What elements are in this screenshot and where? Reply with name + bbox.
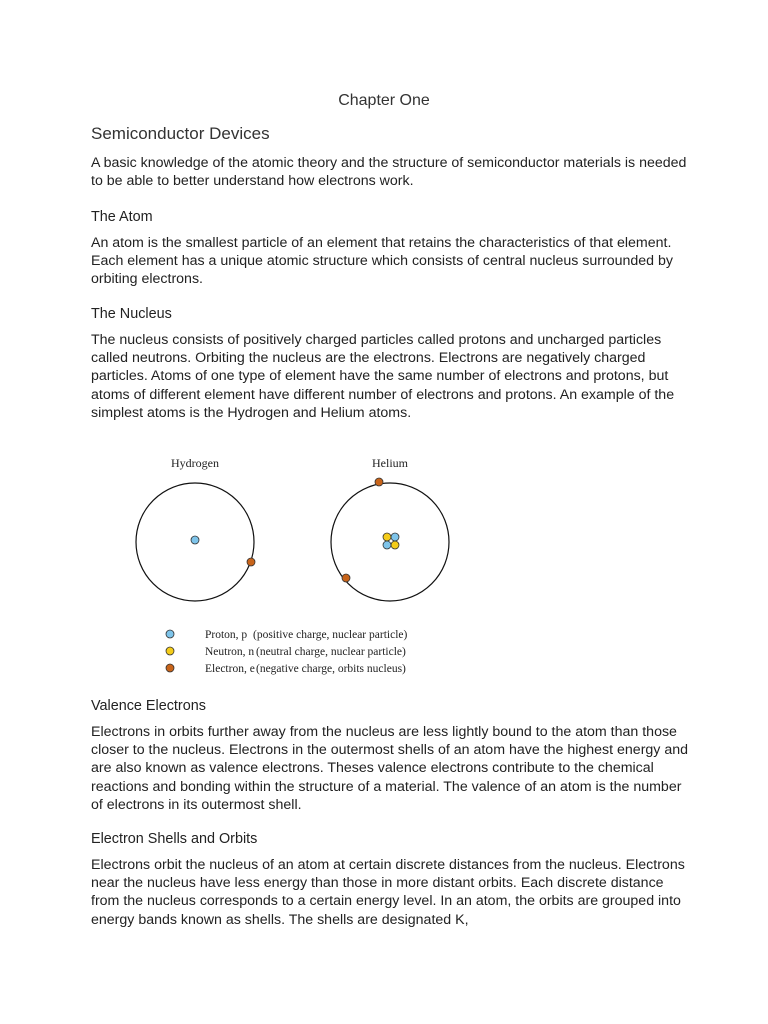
legend-neutron-description: (neutral charge, nuclear particle) (256, 646, 406, 658)
chapter-heading: Chapter One (338, 92, 430, 109)
legend-neutron-label: Neutron, n (205, 646, 255, 658)
helium-proton (383, 541, 391, 549)
legend-electron-label: Electron, e (205, 663, 255, 675)
hydrogen-proton (191, 536, 199, 544)
legend-proton-swatch (166, 630, 174, 638)
hydrogen-electron (247, 558, 255, 566)
legend-proton-description: (positive charge, nuclear particle) (253, 629, 408, 641)
nucleus-paragraph: The nucleus consists of positively charged particles called protons and uncharged particles called neutrons. Orbiting the nucleus are the electrons. Electrons are negatively charged particles. Atoms of one type of element have the same number of electrons and protons, but atoms of different element have different number of electrons and protons. An example of the simplest atoms is the Hydrogen and Helium atoms. (91, 332, 675, 421)
section-heading-atom: The Atom (91, 209, 153, 225)
atom-paragraph: An atom is the smallest particle of an element that retains the characteristics of that element. Each element has a unique atomic structure which consists of central nucleus surrounded by orbiting electrons. (91, 235, 673, 288)
page-title: Semiconductor Devices (91, 124, 270, 143)
legend-neutron-swatch (166, 647, 174, 655)
legend-electron-swatch (166, 664, 174, 672)
helium-proton (391, 533, 399, 541)
helium-neutron (383, 533, 391, 541)
intro-paragraph: A basic knowledge of the atomic theory and the structure of semiconductor materials is needed to be able to better understand how electrons work. (91, 155, 687, 190)
section-heading-valence: Valence Electrons (91, 698, 206, 714)
helium-electron (375, 478, 383, 486)
helium-neutron (391, 541, 399, 549)
legend-electron-description: (negative charge, orbits nucleus) (256, 663, 406, 675)
section-heading-nucleus: The Nucleus (91, 306, 172, 322)
section-heading-shells: Electron Shells and Orbits (91, 831, 258, 847)
shells-paragraph: Electrons orbit the nucleus of an atom at certain discrete distances from the nucleus. Electrons near the nucleus have less energy than those in more distant orbits. Each discrete distance from the nucleus corresponds to a certain energy level. In an atom, the orbits are grouped into energy bands known as shells. The shells are designated K, (91, 857, 685, 928)
helium-electron (342, 574, 350, 582)
valence-paragraph: Electrons in orbits further away from the nucleus are less lightly bound to the atom than those closer to the nucleus. Electrons in the outermost shells of an atom have the highest energy and are also known as valence electrons. Theses valence electrons contribute to the chemical reactions and bonding within the structure of a material. The valence of an atom is the number of electrons in its outermost shell. (91, 724, 689, 813)
helium-label: Helium (372, 456, 408, 470)
legend-proton-label: Proton, p (205, 629, 248, 641)
hydrogen-label: Hydrogen (171, 456, 219, 470)
